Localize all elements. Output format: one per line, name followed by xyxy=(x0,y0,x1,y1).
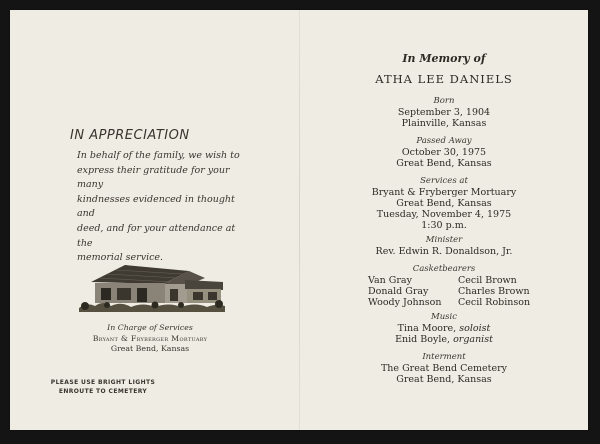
passed-date: October 30, 1975 xyxy=(401,147,487,158)
services-label: Services at xyxy=(420,176,468,186)
passed-place: Great Bend, Kansas xyxy=(396,158,492,169)
notice-line: ENROUTE TO CEMETERY xyxy=(58,387,148,395)
appreciation-line: deed, and for your attendance at the xyxy=(77,222,236,249)
music-label: Music xyxy=(430,312,458,322)
soloist-role: soloist xyxy=(459,323,491,334)
services-date: Tuesday, November 4, 1975 xyxy=(376,209,512,220)
right-panel xyxy=(300,10,588,430)
interment-place: The Great Bend Cemetery xyxy=(380,363,508,374)
appreciation-title: IN APPRECIATION xyxy=(70,128,190,143)
charge-label: In Charge of Services xyxy=(107,323,193,332)
lights-notice xyxy=(48,379,158,396)
born-label: Born xyxy=(433,96,455,106)
casketbearer: Van Gray xyxy=(368,275,412,286)
casketbearer: Woody Johnson xyxy=(368,297,442,308)
memorial-card xyxy=(10,10,588,430)
born-place: Plainville, Kansas xyxy=(401,118,487,129)
appreciation-line: In behalf of the family, we wish to xyxy=(77,150,240,161)
casketbearer: Cecil Robinson xyxy=(458,297,531,308)
appreciation-line: memorial service. xyxy=(77,252,164,264)
mortuary-building-illustration xyxy=(77,262,227,314)
casketbearers-left-column xyxy=(368,275,442,308)
appreciation-text xyxy=(77,149,247,266)
left-panel xyxy=(10,10,299,430)
casketbearer: Charles Brown xyxy=(458,286,530,297)
appreciation-line: kindnesses evidenced in thought and xyxy=(77,193,235,220)
passed-label: Passed Away xyxy=(416,136,472,146)
casketbearers-right-column xyxy=(458,275,530,308)
minister-name: Rev. Edwin R. Donaldson, Jr. xyxy=(375,246,513,257)
casketbearers-label: Casketbearers xyxy=(412,264,476,274)
services-place: Bryant & Fryberger Mortuary xyxy=(371,187,517,198)
casketbearer: Cecil Brown xyxy=(458,275,517,286)
music-organist xyxy=(300,334,588,345)
services-city: Great Bend, Kansas xyxy=(396,198,492,209)
mortuary-credit xyxy=(80,323,220,355)
notice-line: PLEASE USE BRIGHT LIGHTS xyxy=(50,379,156,386)
organist-name: Enid Boyle, xyxy=(395,334,451,345)
mortuary-city: Great Bend, Kansas xyxy=(110,344,190,353)
minister-label: Minister xyxy=(425,235,463,245)
deceased-name: ATHA LEE DANIELS xyxy=(375,72,513,86)
services-time: 1:30 p.m. xyxy=(421,220,467,231)
memory-heading: In Memory of xyxy=(402,52,486,65)
interment-city: Great Bend, Kansas xyxy=(396,374,492,385)
organist-role: organist xyxy=(453,334,493,345)
soloist-name: Tina Moore, xyxy=(397,323,457,334)
casketbearer: Donald Gray xyxy=(368,286,429,297)
interment-label: Interment xyxy=(422,352,466,362)
born-date: September 3, 1904 xyxy=(397,107,491,118)
music-soloist xyxy=(300,323,588,334)
appreciation-line: express their gratitude for your many xyxy=(77,164,230,191)
mortuary-name: Bryant & Fryberger Mortuary xyxy=(92,333,208,343)
